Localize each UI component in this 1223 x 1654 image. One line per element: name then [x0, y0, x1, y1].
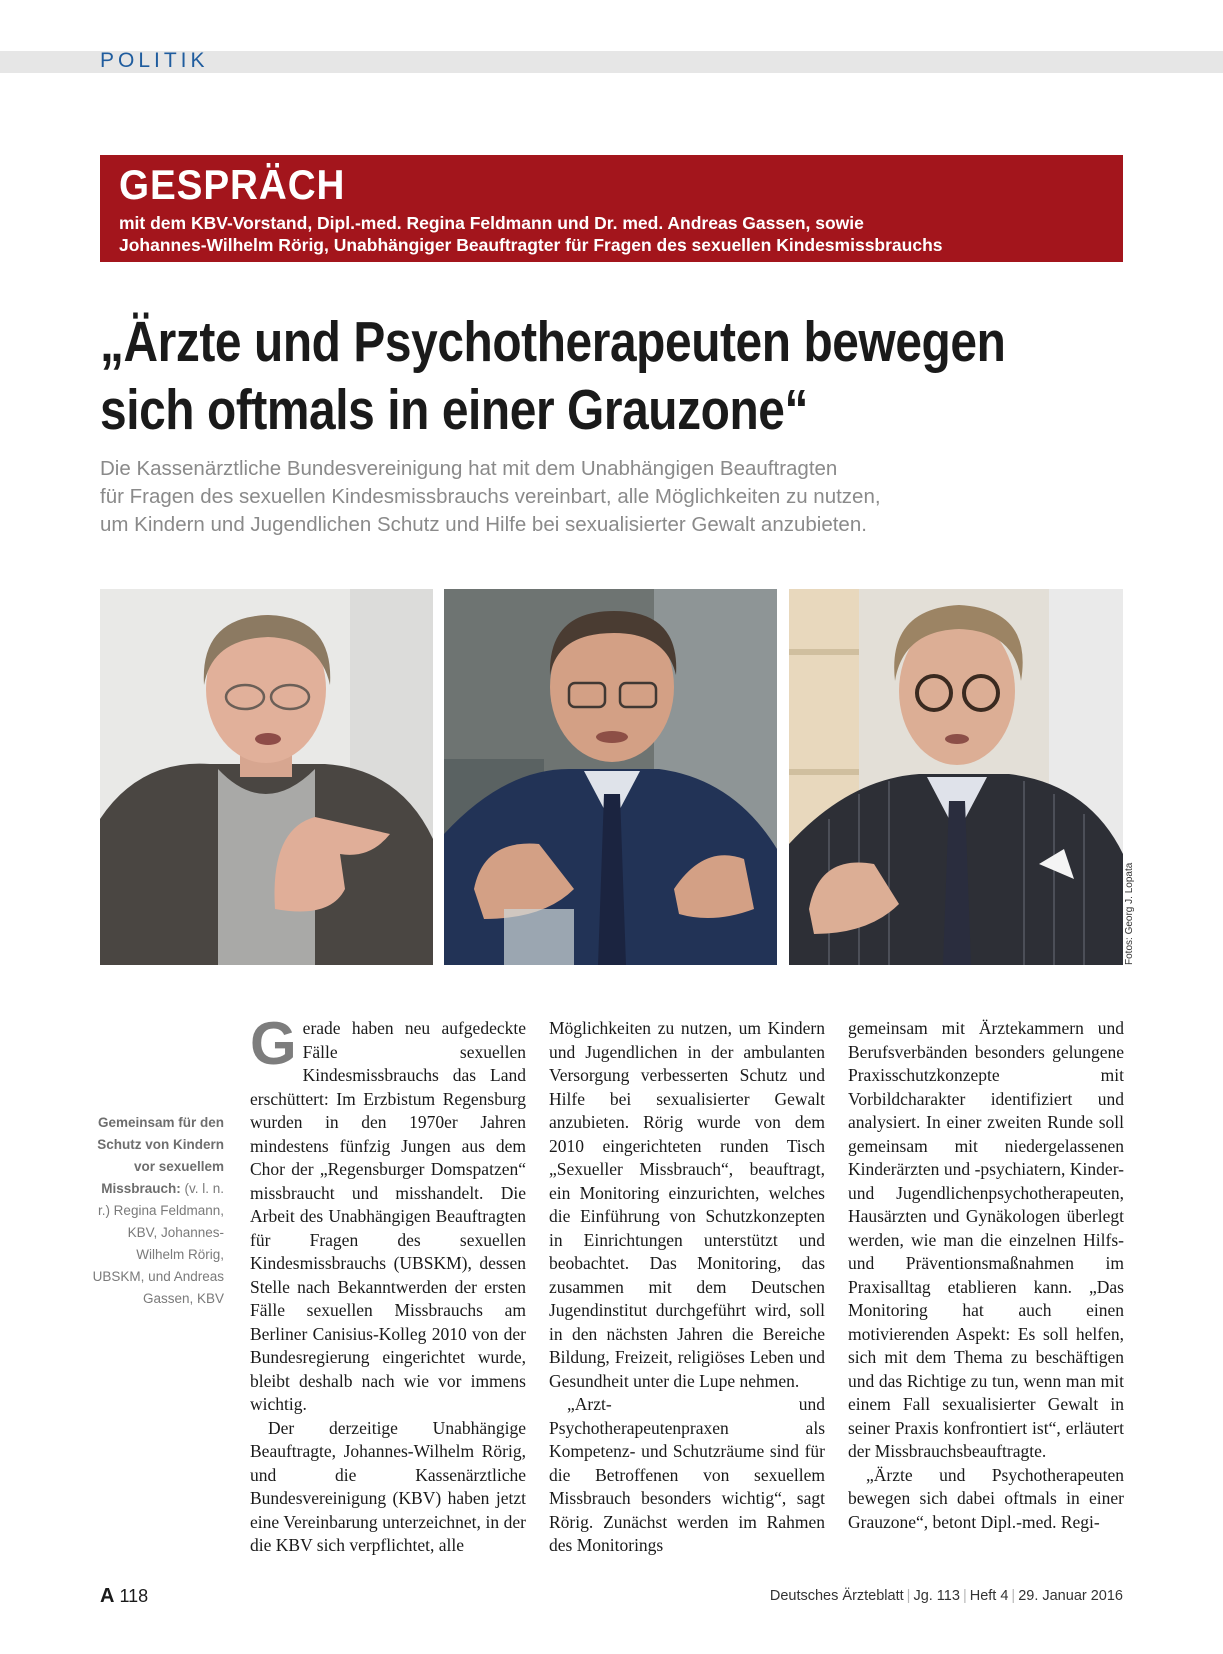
photo-caption — [86, 1112, 224, 1310]
kicker-subtitle — [119, 212, 943, 256]
body-paragraph: erade haben neu aufgedeckte Fälle sexuellen Kindesmissbrauchs das Land erschüttert: Im Erzbistum Regensburg wurden in den 1970er Jahren mindestens fünfzig Jungen aus dem Chor der „Regensburger Domspatzen“ missbraucht und misshandelt. Die Arbeit des Unabhängigen Beauftragten für Fragen des sexuellen Kindesmissbrauchs (UBSKM), dessen Stelle nach Bekanntwerden der ersten Fälle sexuellen Missbrauchs am Berliner Canisius-Kolleg 2010 von der Bundesregierung eingerichtet wurde, bleibt deshalb nach wie vor immens wichtig. — [250, 1018, 526, 1414]
article-headline — [100, 308, 1006, 444]
headline-line: sich oftmals in einer Grauzone“ — [100, 378, 809, 442]
interview-kicker-box — [100, 155, 1123, 262]
lead-line: für Fragen des sexuellen Kindesmissbrauchs vereinbart, alle Möglichkeiten zu nutzen, — [100, 485, 881, 508]
article-lead — [100, 455, 1100, 539]
journal-date: 29. Januar 2016 — [1018, 1588, 1123, 1604]
caption-text: (v. l. n. r.) Regina Feldmann, KBV, Johannes-Wilhelm Rörig, UBSKM, und Andreas Gassen, KBV — [92, 1181, 224, 1306]
body-column-3 — [848, 1017, 1124, 1534]
body-paragraph: Der derzeitige Unabhängige Beauftragte, Johannes-Wilhelm Rörig, und die Kassenärztliche Bundesvereinigung (KBV) haben jetzt eine Vereinbarung unterzeichnet, in der die KBV sich verpflichtet, alle — [250, 1417, 526, 1555]
journal-volume: Jg. 113 — [913, 1588, 960, 1604]
body-column-1 — [250, 1010, 526, 1558]
photo-credit: Fotos: Georg J. Lopata — [1124, 862, 1135, 965]
body-column-2 — [549, 1017, 825, 1558]
kicker-subtitle-line: mit dem KBV-Vorstand, Dipl.-med. Regina Feldmann und Dr. med. Andreas Gassen, sowie — [119, 213, 864, 233]
body-paragraph: Möglichkeiten zu nutzen, um Kindern und Jugendlichen in der ambulanten Versorgung verbesserten Schutz und Hilfe bei sexualisierter Gewalt anzubieten. Rörig wurde von dem 2010 eingerichteten runden Tisch „Sexueller Missbrauch“, beauftragt, ein Monitoring einzurichten, welches die Einführung von Schutzkonzepten in Einrichtungen unterstützt und beobachtet. Das Monitoring, das zusammen mit dem Deutschen Jugendinstitut durchgeführt wird, soll in den nächsten Jahren die Bereiche Bildung, Freizeit, religiöses Leben und Gesundheit unter die Lupe nehmen. — [549, 1018, 825, 1391]
footer-journal-info: Deutsches Ärzteblatt | Jg. 113 | Heft 4 | 29. Januar 2016 — [769, 1588, 1123, 1604]
section-label: POLITIK — [100, 49, 209, 72]
body-paragraph: „Ärzte und Psychotherapeuten bewegen sich dabei oftmals in einer Grauzone“, betont Dipl.-med. Regi- — [848, 1464, 1124, 1532]
body-paragraph: „Arzt- und Psychotherapeutenpraxen als Kompetenz- und Schutzräume sind für die Betroffenen von sexuellem Missbrauch besonders wichtig“, sagt Rörig. Zunächst werden im Rahmen des Monitorings — [549, 1394, 825, 1555]
caption-bold: Gemeinsam für den Schutz von Kindern vor sexuellem Missbrauch: — [97, 1115, 224, 1196]
body-paragraph: gemeinsam mit Ärztekammern und Berufsverbänden besonders gelungene Praxisschutzkonzepte mit Vorbildcharakter identifiziert und analysiert. In einer zweiten Runde soll gemeinsam mit niedergelassenen Kinderärzten und -psychiatern, Kinder- und Jugendlichenpsychotherapeuten, Hausärzten und Gynäkologen überlegt werden, wie man die einzelnen Hilfs- und Präventionsmaßnahmen im Praxisalltag etablieren kann. „Das Monitoring hat auch einen motivierenden Aspekt: Es soll helfen, sich mit dem Thema zu beschäftigen und das Richtige zu tun, wenn man mit einem Fall sexualisierter Gewalt in seiner Praxis konfrontiert ist“, erläutert der Missbrauchsbeauftragte. — [848, 1018, 1124, 1461]
page-number-value: 118 — [119, 1586, 149, 1606]
lead-line: Die Kassenärztliche Bundesvereinigung hat mit dem Unabhängigen Beauftragten — [100, 457, 838, 480]
photo-johannes-wilhelm-roerig — [444, 589, 777, 965]
kicker-subtitle-line: Johannes-Wilhelm Rörig, Unabhängiger Beauftragter für Fragen des sexuellen Kindesmissbrauchs — [119, 235, 943, 255]
page-prefix: A — [100, 1585, 115, 1607]
photo-andreas-gassen — [789, 589, 1123, 965]
kicker-title: GESPRÄCH — [119, 161, 346, 208]
headline-line: „Ärzte und Psychotherapeuten bewegen — [100, 310, 1006, 374]
lead-line: um Kindern und Jugendlichen Schutz und Hilfe bei sexualisierter Gewalt anzubieten. — [100, 513, 867, 536]
page-number — [100, 1585, 148, 1608]
drop-cap: G — [250, 1010, 297, 1077]
photo-regina-feldmann — [100, 589, 433, 965]
journal-name: Deutsches Ärzteblatt — [769, 1588, 904, 1604]
journal-issue: Heft 4 — [969, 1588, 1009, 1604]
